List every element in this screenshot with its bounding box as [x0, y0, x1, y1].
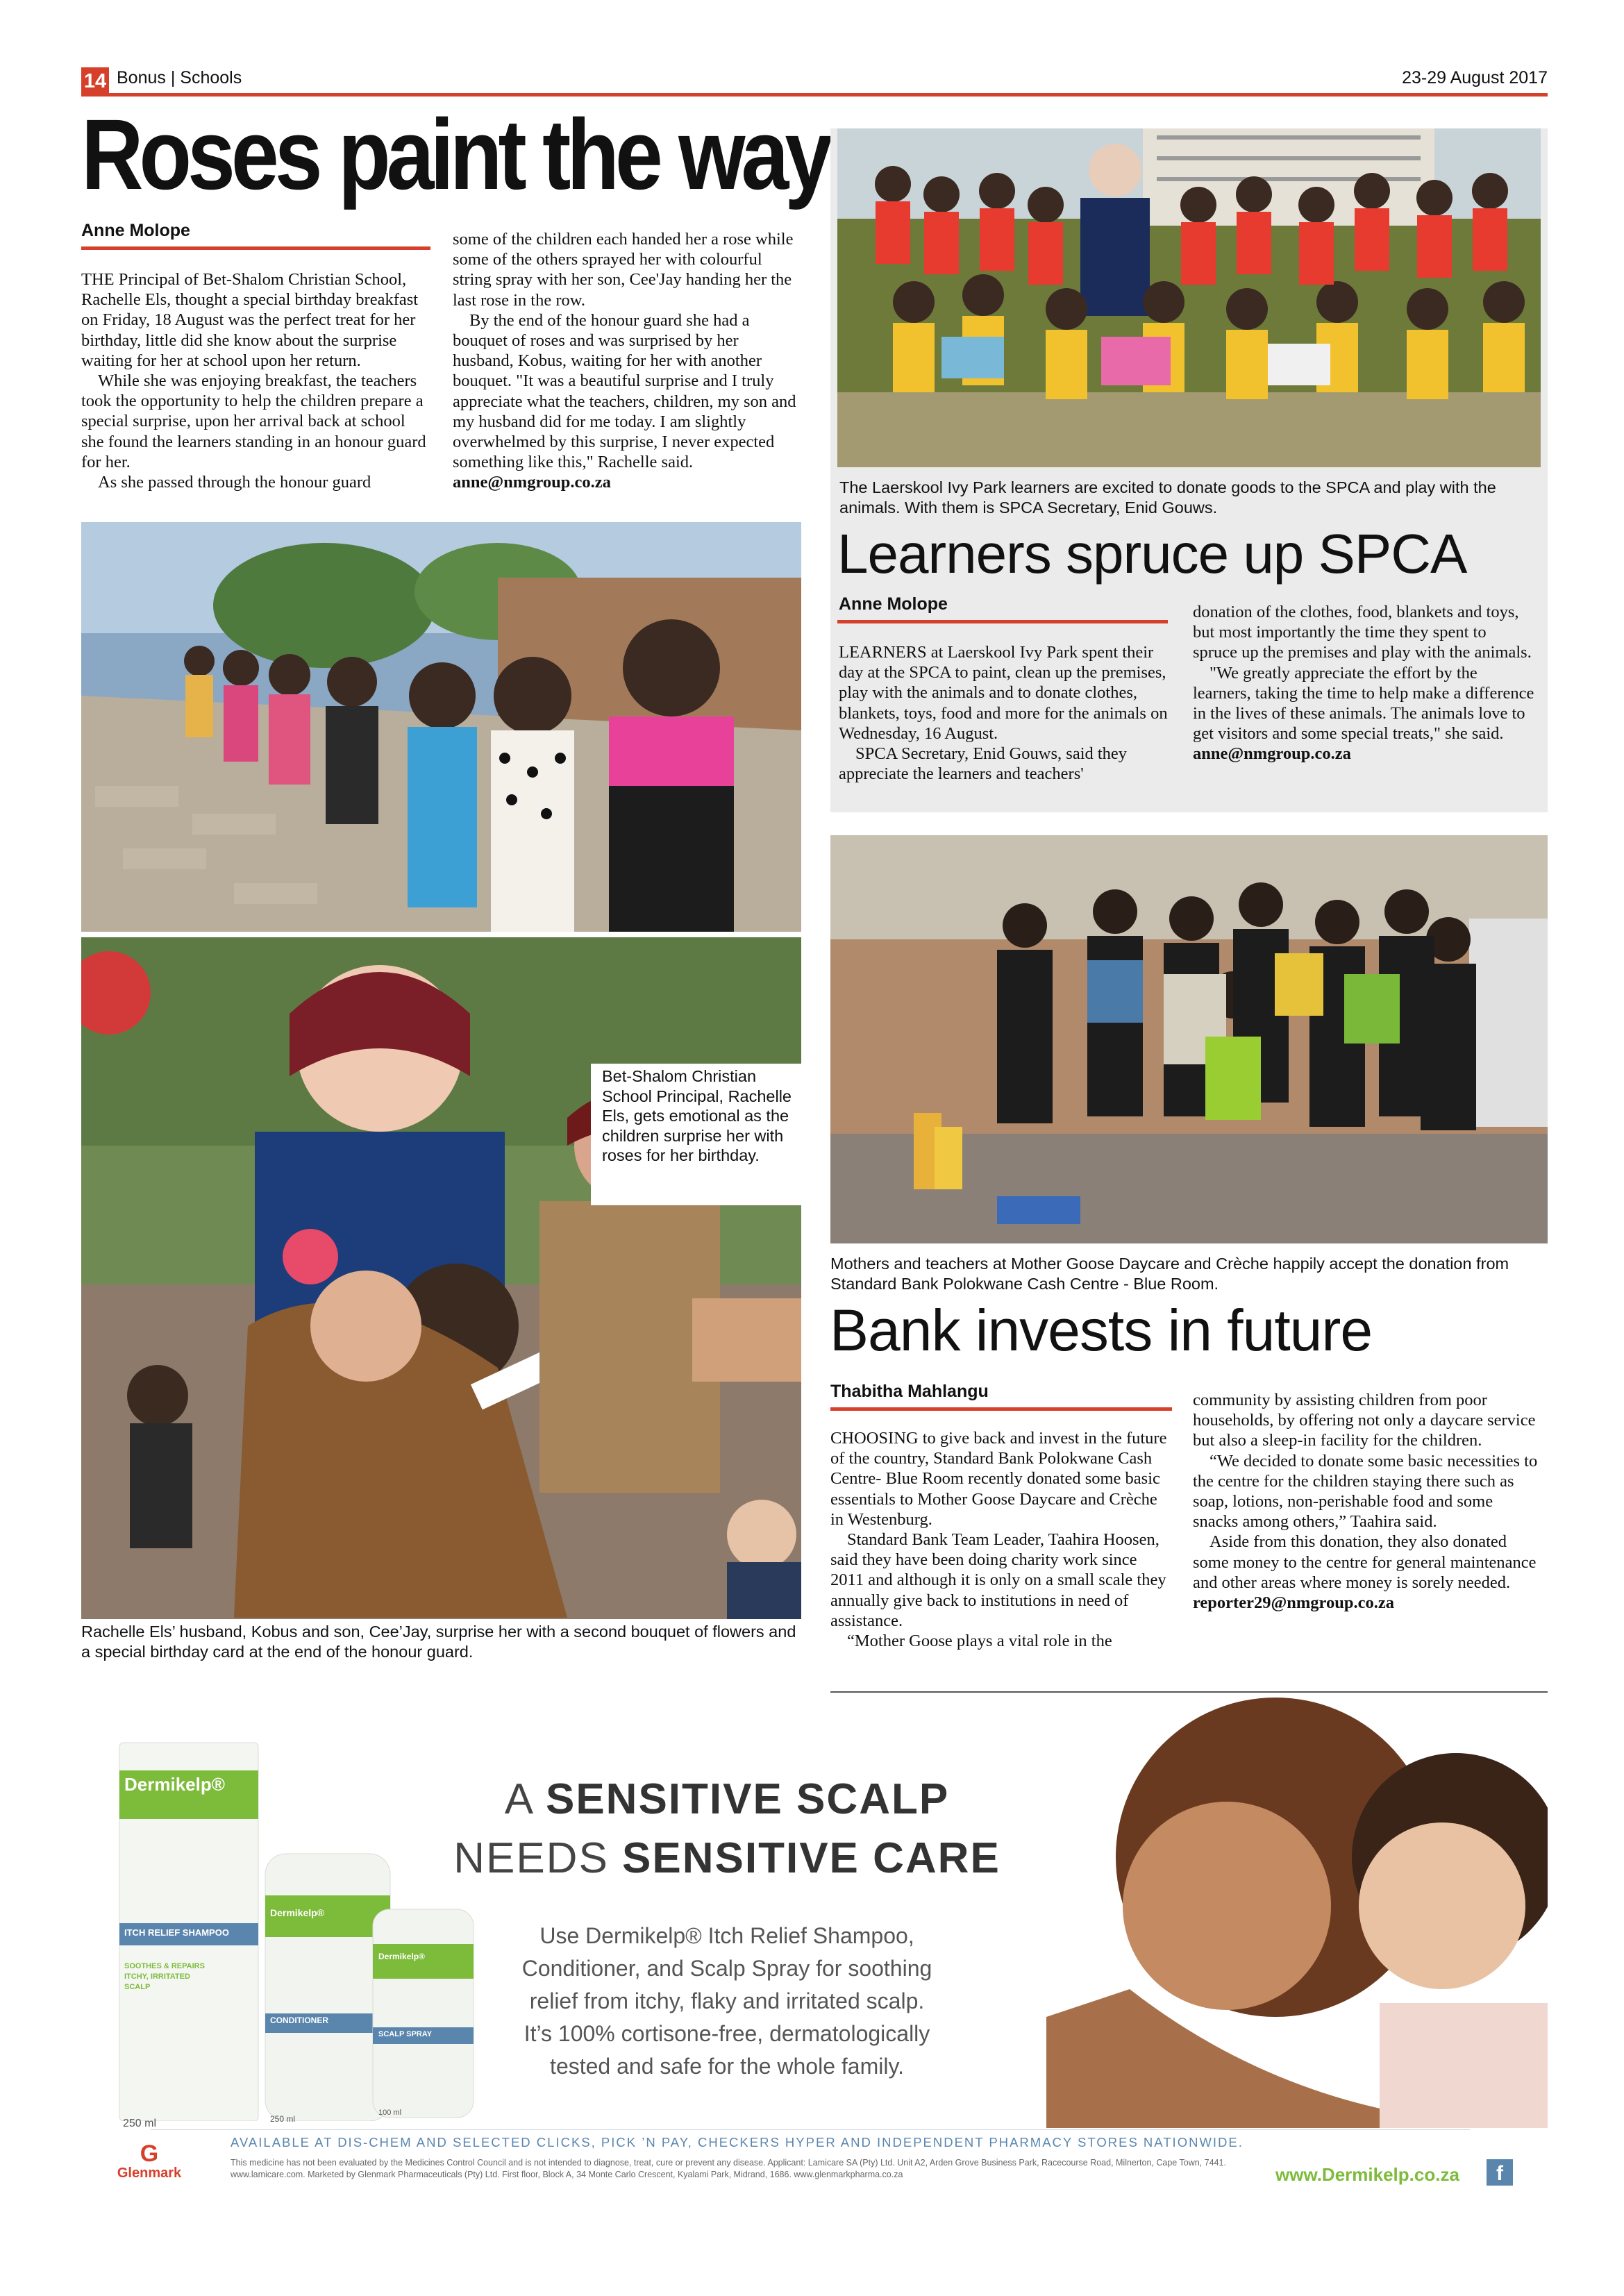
ad-body-copy: [387, 1920, 1067, 2083]
section-label: Bonus | Schools: [117, 68, 242, 87]
article2-col2: [1193, 602, 1534, 764]
paragraph: Aside from this donation, they also donated some money to the centre for general maintenance and other areas where money is sorely needed.: [1193, 1532, 1537, 1592]
ad-fine-print: [231, 2157, 1286, 2181]
principal-surprise-illustration: [81, 937, 801, 1619]
glenmark-logo: [108, 2142, 191, 2181]
ad-headline-part: NEEDS: [453, 1834, 623, 1882]
byline-rule: [830, 1407, 1172, 1411]
photo-honour-guard: [81, 522, 801, 932]
ad-availability: AVAILABLE AT DIS-CHEM AND SELECTED CLICKS, PICK ’N PAY, CHECKERS HYPER AND INDEPENDENT PHARMACY STORES NATIONWIDE.: [231, 2135, 1244, 2150]
byline-rule: [81, 246, 430, 250]
caption-husband: Rachelle Els’ husband, Kobus and son, Cee’Jay, surprise her with a second bouquet of flowers and a special birthday card at the end of the honour guard.: [81, 1623, 796, 1661]
header-rule: [81, 93, 1548, 97]
glenmark-wordmark: Glenmark: [117, 2165, 182, 2181]
bottle3-size: 100 ml: [378, 2109, 402, 2117]
honour-guard-illustration: [81, 522, 801, 932]
paragraph: LEARNERS at Laerskool Ivy Park spent their day at the SPCA to paint, clean up the premises, play with the animals and to donate clothes, blankets, toys, food and more for the animals on Wednesday, 16 August.: [839, 643, 1168, 743]
paragraph: “Mother Goose plays a vital role in the: [847, 1632, 1112, 1651]
paragraph: CHOOSING to give back and invest in the future of the country, Standard Bank Polokwane Cash Centre- Blue Room recently donated some basic essentials to Mother Goose Daycare and Crèche in Westenburg.: [830, 1429, 1167, 1529]
paragraph: some of the children each handed her a rose while some of the others sprayed her with colourful string spray with her son, Cee'Jay handing her the last rose in the row.: [453, 230, 794, 310]
paragraph: donation of the clothes, food, blankets and toys, but most importantly the time they spent to spruce up the premises and play with the animals.: [1193, 603, 1532, 662]
paragraph: THE Principal of Bet-Shalom Christian School, Rachelle Els, thought a special birthday breakfast on Friday, 18 August was the perfect treat for her birthday, little did she know about the surprise waiting for her at school upon her return.: [81, 270, 419, 370]
caption-daycare-photo: Mothers and teachers at Mother Goose Daycare and Crèche happily accept the donation from Standard Bank Polokwane Cash Centre - Blue Room.: [830, 1255, 1509, 1293]
ad-headline-bold: SENSITIVE CARE: [622, 1834, 1001, 1882]
claim-line: ITCHY, IRRITATED: [124, 1972, 190, 1981]
ad-body-line: relief from itchy, flaky and irritated scalp.: [529, 1988, 925, 2013]
spca-learners-illustration: [837, 128, 1541, 467]
ad-headline-bold: SENSITIVE SCALP: [545, 1775, 950, 1823]
headline-bank: Bank invests in future: [830, 1298, 1373, 1363]
photo-principal-surprise: [81, 937, 801, 1619]
fine-print-line: www.lamicare.com. Marketed by Glenmark Pharmaceuticals (Pty) Ltd. First floor, Block A, 34 Monte Carlo Crescent, Kyalami Park, Midrand, 1686. www.glenmarkpharma.co.za: [231, 2170, 903, 2179]
bottle2-brand: Dermikelp®: [270, 1907, 325, 1918]
paragraph: SPCA Secretary, Enid Gouws, said they appreciate the learners and teachers': [839, 744, 1128, 784]
article1-col1: [81, 269, 432, 492]
bottle1-label: ITCH RELIEF SHAMPOO: [124, 1927, 229, 1938]
ad-headline-part: A: [504, 1775, 546, 1823]
paragraph: Standard Bank Team Leader, Taahira Hoosen, said they have been doing charity work since 2011 and although it is only on a small scale they annually give back to institutions in need of assistance.: [830, 1530, 1166, 1630]
photo-spca-learners: [837, 128, 1541, 467]
ad-divider: [830, 1691, 1548, 1693]
article2-col1: [839, 642, 1169, 784]
bottle2-size: 250 ml: [270, 2114, 296, 2124]
article3-col2: [1193, 1390, 1540, 1613]
ad-strip-rule: [151, 2129, 1470, 2130]
dermikelp-advert: [81, 1698, 1548, 2215]
bottle3-label: SCALP SPRAY: [378, 2030, 433, 2038]
author-email[interactable]: reporter29@nmgroup.co.za: [1193, 1593, 1394, 1613]
paragraph: As she passed through the honour guard: [98, 473, 371, 492]
paragraph: community by assisting children from poor households, by offering not only a daycare service but also a sleep-in facility for the children.: [1193, 1391, 1536, 1450]
issue-date: 23-29 August 2017: [1402, 68, 1548, 87]
fine-print-line: This medicine has not been evaluated by the Medicines Control Council and is not intended to diagnose, treat, cure or prevent any disease. Applicant: Lamicare SA (Pty) Ltd. Unit A2, Arden Grove Business Park, Racecourse Road, Milnerton, Cape Town, 7441.: [231, 2158, 1226, 2168]
ad-body-line: Conditioner, and Scalp Spray for soothing: [521, 1956, 932, 1981]
daycare-donation-illustration: [830, 835, 1548, 1243]
ad-headline-line2: [387, 1829, 1067, 1888]
byline-article2: Anne Molope: [839, 594, 948, 614]
glenmark-g-icon: G: [140, 2140, 159, 2167]
caption-spca-photo: The Laerskool Ivy Park learners are excited to donate goods to the SPCA and play with the animals. With them is SPCA Secretary, Enid Gouws.: [839, 478, 1496, 517]
paragraph: "We greatly appreciate the effort by the learners, taking the time to help make a difference in the lives of these animals. The animals love to get visitors and some special treats," she said.: [1193, 663, 1534, 744]
ad-model-photo: [1046, 1698, 1548, 2128]
byline-article3: Thabitha Mahlangu: [830, 1382, 989, 1401]
caption-principal: Bet-Shalom Christian School Principal, Rachelle Els, gets emotional as the children surprise her with roses for her birthday.: [602, 1067, 792, 1164]
headline-spca: Learners spruce up SPCA: [837, 523, 1467, 585]
bottle-brand: Dermikelp®: [124, 1774, 225, 1795]
byline-rule: [837, 620, 1168, 623]
article3-col1: [830, 1428, 1173, 1651]
ad-body-line: tested and safe for the whole family.: [550, 2054, 904, 2079]
author-email[interactable]: anne@nmgroup.co.za: [1193, 744, 1351, 764]
facebook-icon[interactable]: f: [1487, 2159, 1513, 2186]
bottle3-brand: Dermikelp®: [378, 1952, 425, 1961]
ad-body-line: Use Dermikelp® Itch Relief Shampoo,: [539, 1923, 914, 1948]
ad-website-link[interactable]: www.Dermikelp.co.za: [1275, 2164, 1459, 2185]
paragraph: While she was enjoying breakfast, the teachers took the opportunity to help the children prepare a special surprise, upon her arrival back at school she found the learners standing in an honour guard for her.: [81, 371, 426, 471]
bottle1-size: 250 ml: [123, 2118, 157, 2129]
ad-body-line: It’s 100% cortisone-free, dermatologically: [524, 2021, 930, 2046]
page-number: 14: [81, 67, 109, 95]
photo-daycare-donation: [830, 835, 1548, 1243]
bottle2-label: CONDITIONER: [270, 2016, 328, 2025]
paragraph: By the end of the honour guard she had a bouquet of roses and was surprised by her husband, Kobus, waiting for her with another bouquet. "It was a beautiful surprise and I truly appreciate what the teachers, children, my son and my husband did for me today. I am slightly overwhelmed by this surprise, I never expected something like this," Rachelle said.: [453, 310, 796, 472]
byline-article1: Anne Molope: [81, 221, 190, 240]
headline-roses: Roses paint the way: [81, 99, 829, 210]
claim-line: SCALP: [124, 1983, 151, 1991]
claim-line: SOOTHES & REPAIRS: [124, 1962, 205, 1970]
paragraph: “We decided to donate some basic necessities to the centre for the children staying there such as soap, lotions, non-perishable food and some snacks among others,” Taahira said.: [1193, 1451, 1538, 1532]
bottle1-claims: [124, 1961, 205, 1993]
author-email[interactable]: anne@nmgroup.co.za: [453, 473, 611, 492]
article1-col2: [453, 229, 800, 493]
ad-headline-line1: [387, 1770, 1067, 1829]
caption-principal-box: [591, 1064, 801, 1205]
